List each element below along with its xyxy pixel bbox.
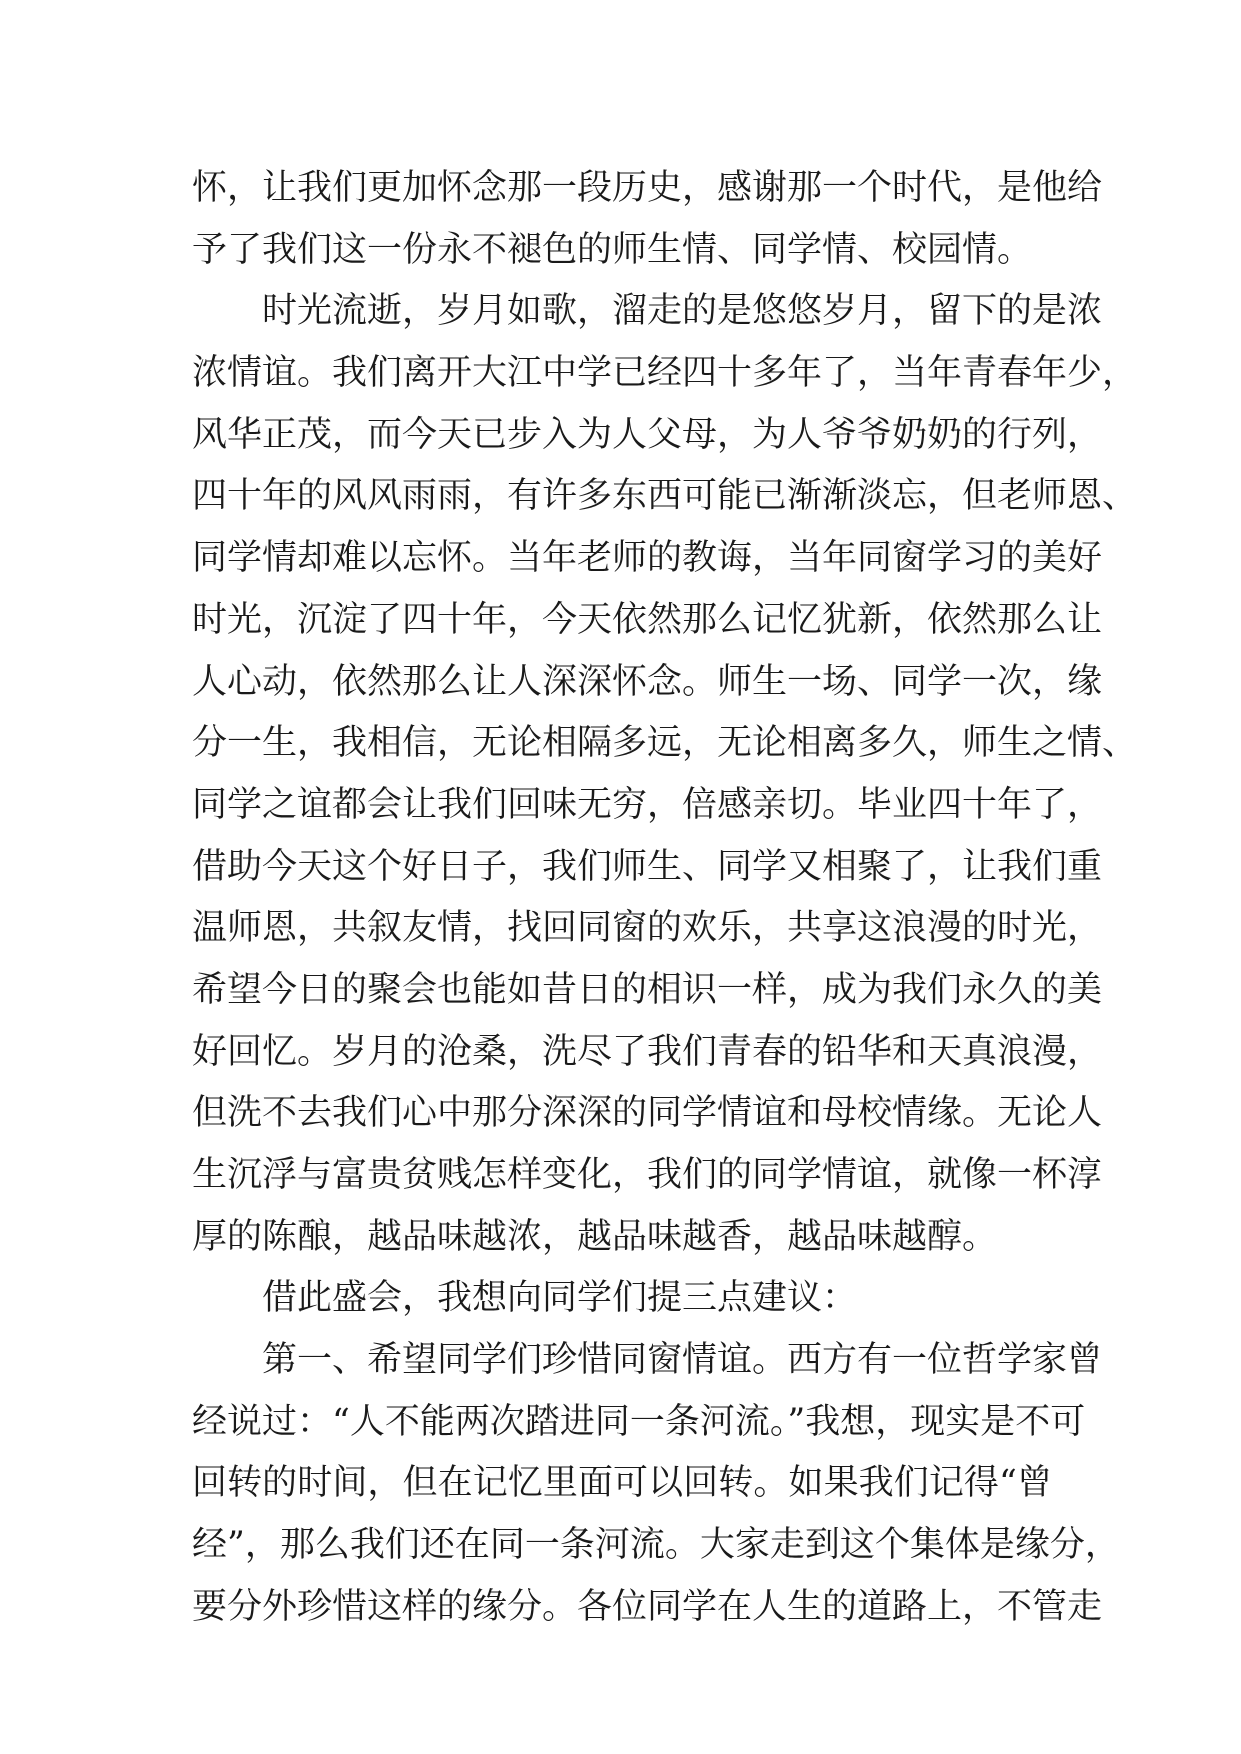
text-line: 生沉浮与富贵贫贱怎样变化，我们的同学情谊，就像一杯淳 [192, 1155, 1103, 1195]
text-line: 人心动，依然那么让人深深怀念。师生一场、同学一次，缘 [192, 661, 1103, 702]
text-line: 四十年的风风雨雨，有许多东西可能已渐渐淡忘，但老师恩、 [192, 476, 1138, 517]
text-line: 回转的时间，但在记忆里面可以回转。如果我们记得“曾 [192, 1463, 1052, 1504]
text-line: 经”，那么我们还在同一条河流。大家走到这个集体是缘分， [192, 1525, 1120, 1566]
paragraph-first-line: 借此盛会，我想向同学们提三点建议： [262, 1278, 858, 1319]
text-line: 怀，让我们更加怀念那一段历史，感谢那一个时代，是他给 [192, 168, 1103, 208]
text-line: 但洗不去我们心中那分深深的同学情谊和母校情缘。无论人 [192, 1093, 1103, 1134]
text-line: 好回忆。岁月的沧桑，洗尽了我们青春的铅华和天真浪漫， [192, 1031, 1103, 1072]
text-line: 时光，沉淀了四十年，今天依然那么记忆犹新，依然那么让 [192, 599, 1103, 640]
text-line: 经说过：“人不能两次踏进同一条河流。”我想，现实是不可 [192, 1401, 1086, 1442]
text-line: 要分外珍惜这样的缘分。各位同学在人生的道路上，不管走 [192, 1586, 1103, 1627]
text-line: 同学情却难以忘怀。当年老师的教诲，当年同窗学习的美好 [192, 538, 1103, 579]
body-text [192, 158, 1138, 1639]
text-line: 予了我们这一份永不褪色的师生情、同学情、校园情。 [192, 229, 1033, 270]
text-line: 温师恩，共叙友情，找回同窗的欢乐，共享这浪漫的时光， [192, 908, 1103, 949]
text-line: 同学之谊都会让我们回味无穷，倍感亲切。毕业四十年了， [192, 784, 1103, 825]
text-line: 风华正茂，而今天已步入为人父母，为人爷爷奶奶的行列， [192, 414, 1103, 455]
paragraph-first-line: 第一、希望同学们珍惜同窗情谊。西方有一位哲学家曾 [262, 1340, 1103, 1381]
text-line: 分一生，我相信，无论相隔多远，无论相离多久，师生之情、 [192, 723, 1138, 764]
text-line: 借助今天这个好日子，我们师生、同学又相聚了，让我们重 [192, 846, 1103, 887]
text-line: 浓情谊。我们离开大江中学已经四十多年了，当年青春年少， [192, 353, 1138, 394]
paragraph-first-line: 时光流逝，岁月如歌，溜走的是悠悠岁月，留下的是浓 [262, 291, 1103, 332]
text-line: 厚的陈酿，越品味越浓，越品味越香，越品味越醇。 [192, 1216, 998, 1257]
text-line: 希望今日的聚会也能如昔日的相识一样，成为我们永久的美 [192, 969, 1103, 1010]
